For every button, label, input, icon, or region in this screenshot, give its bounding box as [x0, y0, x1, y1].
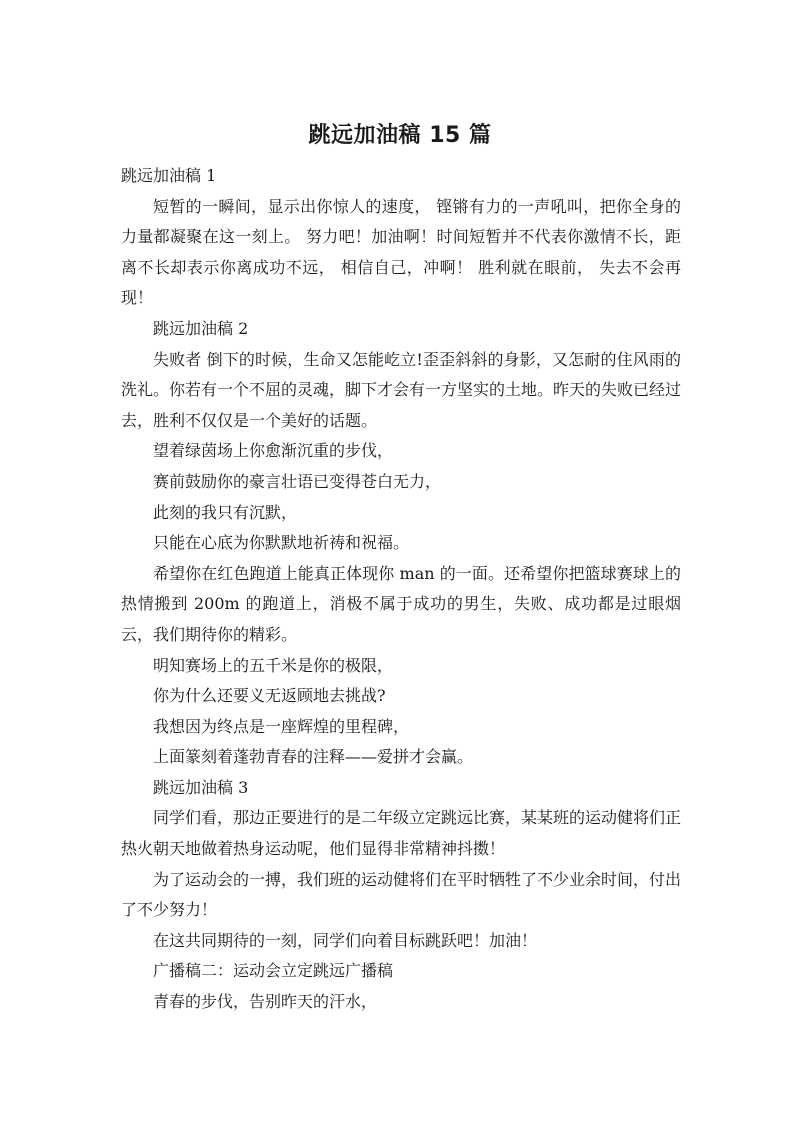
paragraph: 失败者 倒下的时候，生命又怎能屹立!歪歪斜斜的身影，又怎耐的住风雨的洗礼。你若有一个不屈的灵魂，脚下才会有一方坚实的土地。昨天的失败已经过去，胜利不仅仅是一个美好的话题。	[121, 349, 682, 430]
paragraph: 我想因为终点是一座辉煌的里程碑，	[153, 716, 410, 736]
paragraph: 你为什么还要义无返顾地去挑战?	[153, 686, 386, 706]
paragraph: 为了运动会的一搏，我们班的运动健将们在平时牺牲了不少业余时间，付出了不少努力！	[121, 869, 682, 920]
paragraph: 望着绿茵场上你愈渐沉重的步伐，	[153, 441, 394, 461]
section-heading: 跳远加油稿 1	[121, 166, 217, 185]
document-title: 跳远加油稿 15 篇	[308, 123, 492, 148]
paragraph: 上面篆刻着蓬勃青春的注释——爱拼才会赢。	[153, 747, 474, 767]
paragraph: 只能在心底为你默默地祈祷和祝福。	[153, 533, 410, 553]
paragraph: 同学们看，那边正要进行的是二年级立定跳远比赛，某某班的运动健将们正热火朝天地做着热身运动呢，他们显得非常精神抖擞！	[121, 808, 682, 859]
paragraph: 短暂的一瞬间，显示出你惊人的速度， 铿锵有力的一声吼叫，把你全身的力量都凝聚在这一刻上。 努力吧！加油啊！时间短暂并不代表你激情不长，距离不长却表示你离成功不远， 相信自己，冲啊！ 胜利就在眼前， 失去不会再现！	[121, 196, 681, 308]
section-heading: 跳远加油稿 2	[153, 318, 249, 338]
paragraph: 广播稿二：运动会立定跳远广播稿	[153, 961, 394, 981]
paragraph: 赛前鼓励你的豪言壮语已变得苍白无力，	[153, 471, 442, 491]
paragraph: 明知赛场上的五千米是你的极限，	[153, 655, 394, 675]
paragraph: 希望你在红色跑道上能真正体现你 man 的一面。还希望你把篮球赛球上的热情搬到 200m 的跑道上，消极不属于成功的男生，失败、成功都是过眼烟云，我们期待你的精彩。	[121, 563, 681, 644]
paragraph: 青春的步伐，告别昨天的汗水，	[153, 992, 378, 1012]
document-body	[121, 161, 681, 1018]
section-heading: 跳远加油稿 3	[153, 777, 249, 797]
paragraph: 在这共同期待的一刻，同学们向着目标跳跃吧！加油！	[153, 930, 538, 950]
paragraph: 此刻的我只有沉默，	[153, 502, 298, 522]
